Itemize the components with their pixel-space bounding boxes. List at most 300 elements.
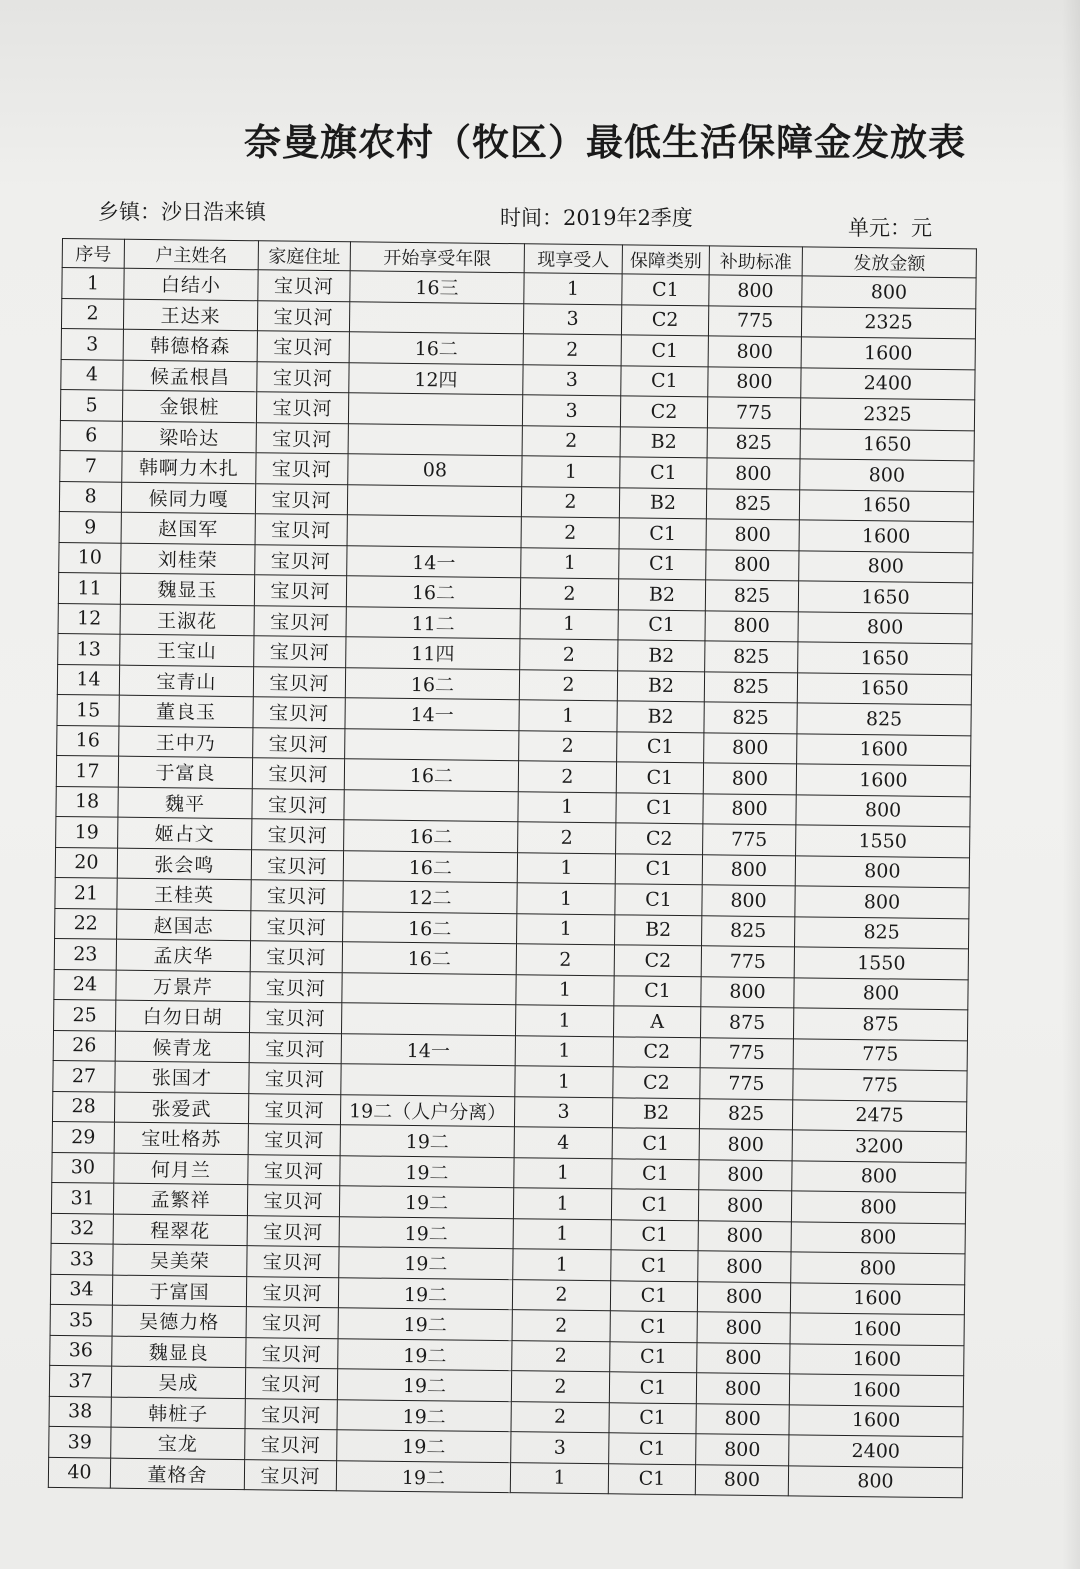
cell-persons: 1	[516, 974, 614, 1006]
cell-amount: 1600	[797, 733, 971, 765]
cell-persons: 1	[513, 1218, 611, 1250]
cell-start: 16三	[350, 271, 524, 303]
cell-standard: 775	[703, 824, 796, 856]
cell-category: C1	[611, 1189, 698, 1220]
cell-standard: 800	[707, 458, 800, 490]
cell-category: C2	[613, 1036, 700, 1067]
cell-persons: 2	[511, 1371, 609, 1403]
cell-standard: 800	[698, 1251, 791, 1283]
cell-address: 宝贝河	[251, 849, 343, 881]
cell-category: C1	[612, 1128, 699, 1159]
cell-address: 宝贝河	[254, 575, 346, 607]
cell-standard: 800	[697, 1281, 790, 1313]
cell-standard: 800	[708, 336, 801, 368]
cell-name: 赵国志	[117, 909, 251, 941]
cell-index: 3	[61, 328, 123, 359]
cell-index: 25	[54, 999, 116, 1030]
cell-category: B2	[619, 487, 706, 518]
cell-index: 32	[51, 1213, 113, 1244]
cell-address: 宝贝河	[253, 697, 345, 729]
cell-name: 姬占文	[118, 817, 252, 849]
cell-address: 宝贝河	[248, 1154, 340, 1186]
cell-standard: 800	[701, 976, 794, 1008]
cell-start: 16二	[342, 942, 516, 974]
cell-amount: 800	[798, 611, 972, 643]
cell-amount: 1550	[794, 947, 968, 979]
cell-amount: 2475	[792, 1099, 966, 1131]
cell-start: 19二	[336, 1460, 510, 1492]
cell-category: C1	[608, 1463, 695, 1494]
cell-standard: 775	[707, 397, 800, 429]
cell-amount: 1600	[796, 764, 970, 796]
cell-name: 王达来	[123, 299, 257, 331]
cell-standard: 775	[701, 946, 794, 978]
cell-start: 19二	[338, 1308, 512, 1340]
cell-start	[349, 301, 523, 333]
cell-category: C1	[609, 1402, 696, 1433]
header-persons: 现享受人	[524, 244, 622, 274]
cell-persons: 2	[520, 639, 618, 671]
cell-start	[347, 484, 521, 516]
cell-name: 王桂英	[117, 878, 251, 910]
header-category: 保障类别	[622, 245, 709, 275]
cell-standard: 800	[705, 610, 798, 642]
cell-amount: 2325	[800, 398, 974, 430]
cell-amount: 1600	[790, 1343, 964, 1375]
cell-name: 赵国军	[121, 512, 255, 544]
cell-index: 6	[60, 420, 122, 451]
cell-persons: 1	[519, 700, 617, 732]
cell-standard: 800	[702, 854, 795, 886]
cell-persons: 2	[518, 761, 616, 793]
cell-category: C1	[622, 274, 709, 305]
cell-amount: 875	[793, 1008, 967, 1040]
cell-start	[347, 515, 521, 547]
cell-amount: 800	[795, 886, 969, 918]
cell-name: 宝龙	[111, 1427, 245, 1459]
cell-start: 16二	[345, 667, 519, 699]
cell-standard: 800	[706, 519, 799, 551]
cell-amount: 1600	[789, 1404, 963, 1436]
cell-index: 2	[61, 298, 123, 329]
cell-standard: 775	[700, 1037, 793, 1069]
cell-index: 14	[57, 664, 119, 695]
cell-name: 万景芹	[116, 970, 250, 1002]
cell-address: 宝贝河	[256, 422, 348, 454]
cell-name: 金银桩	[122, 390, 256, 422]
cell-start: 14一	[341, 1033, 515, 1065]
cell-category: B2	[617, 670, 704, 701]
cell-name: 候同力嘎	[121, 482, 255, 514]
cell-address: 宝贝河	[253, 727, 345, 759]
cell-address: 宝贝河	[246, 1337, 338, 1369]
cell-persons: 1	[517, 883, 615, 915]
cell-address: 宝贝河	[250, 941, 342, 973]
cell-index: 26	[53, 1030, 115, 1061]
cell-amount: 1650	[800, 428, 974, 460]
cell-name: 韩德格森	[123, 329, 257, 361]
cell-persons: 2	[512, 1310, 610, 1342]
cell-address: 宝贝河	[247, 1185, 339, 1217]
cell-start: 14一	[347, 545, 521, 577]
cell-index: 13	[58, 633, 120, 664]
cell-persons: 2	[518, 822, 616, 854]
cell-amount: 1600	[790, 1313, 964, 1345]
cell-category: B2	[618, 579, 705, 610]
cell-persons: 1	[515, 1066, 613, 1098]
cell-standard: 800	[696, 1434, 789, 1466]
cell-amount: 1600	[801, 337, 975, 369]
cell-start: 19二	[339, 1186, 513, 1218]
cell-category: C1	[618, 609, 705, 640]
cell-address: 宝贝河	[245, 1398, 337, 1430]
cell-standard: 825	[699, 1098, 792, 1130]
cell-start: 14一	[345, 698, 519, 730]
cell-address: 宝贝河	[253, 666, 345, 698]
document-title: 奈曼旗农村（牧区）最低生活保障金发放表	[244, 120, 966, 164]
cell-persons: 1	[524, 273, 622, 305]
cell-index: 36	[50, 1335, 112, 1366]
cell-start: 12二	[343, 881, 517, 913]
cell-name: 魏显良	[112, 1336, 246, 1368]
cell-amount: 1650	[799, 489, 973, 521]
cell-amount: 2400	[789, 1435, 963, 1467]
cell-persons: 2	[512, 1340, 610, 1372]
cell-category: C1	[616, 792, 703, 823]
cell-index: 22	[55, 908, 117, 939]
cell-address: 宝贝河	[257, 300, 349, 332]
cell-name: 刘桂荣	[121, 543, 255, 575]
cell-standard: 875	[700, 1007, 793, 1039]
cell-name: 于富国	[112, 1275, 246, 1307]
cell-address: 宝贝河	[252, 758, 344, 790]
cell-category: C1	[615, 853, 702, 884]
cell-standard: 800	[697, 1312, 790, 1344]
cell-name: 孟繁祥	[113, 1183, 247, 1215]
cell-category: C2	[613, 1067, 700, 1098]
page-edge-shadow	[1062, 0, 1080, 1569]
cell-amount: 800	[802, 276, 976, 308]
cell-start: 19二	[339, 1247, 513, 1279]
cell-index: 27	[53, 1060, 115, 1091]
cell-start: 11二	[346, 606, 520, 638]
cell-start	[348, 393, 522, 425]
header-start: 开始享受年限	[350, 242, 524, 273]
cell-start	[348, 423, 522, 455]
cell-address: 宝贝河	[244, 1459, 336, 1491]
town-label: 乡镇：沙日浩来镇	[98, 200, 266, 224]
cell-address: 宝贝河	[249, 1063, 341, 1095]
cell-amount: 1600	[789, 1374, 963, 1406]
cell-persons: 2	[512, 1279, 610, 1311]
cell-address: 宝贝河	[245, 1368, 337, 1400]
cell-persons: 4	[514, 1127, 612, 1159]
cell-amount: 775	[793, 1069, 967, 1101]
cell-category: C1	[620, 457, 707, 488]
cell-persons: 2	[522, 425, 620, 457]
cell-category: C1	[609, 1433, 696, 1464]
cell-category: C2	[616, 823, 703, 854]
cell-address: 宝贝河	[257, 331, 349, 363]
cell-address: 宝贝河	[248, 1093, 340, 1125]
cell-start: 19二	[339, 1216, 513, 1248]
cell-standard: 825	[704, 671, 797, 703]
cell-index: 34	[50, 1274, 112, 1305]
cell-amount: 1650	[797, 672, 971, 704]
cell-category: B2	[618, 640, 705, 671]
cell-address: 宝贝河	[257, 361, 349, 393]
cell-index: 18	[56, 786, 118, 817]
cell-index: 31	[51, 1182, 113, 1213]
cell-category: B2	[617, 701, 704, 732]
cell-standard: 825	[705, 580, 798, 612]
cell-persons: 1	[522, 456, 620, 488]
cell-persons: 2	[520, 578, 618, 610]
cell-index: 37	[49, 1365, 111, 1396]
cell-category: C1	[612, 1158, 699, 1189]
cell-index: 19	[56, 816, 118, 847]
cell-persons: 1	[514, 1157, 612, 1189]
cell-index: 24	[54, 969, 116, 1000]
cell-name: 候青龙	[115, 1031, 249, 1063]
header-standard: 补助标准	[709, 246, 802, 276]
cell-name: 何月兰	[114, 1153, 248, 1185]
cell-start: 16二	[343, 850, 517, 882]
cell-start: 19二（人户分离）	[340, 1094, 514, 1126]
cell-persons: 2	[519, 730, 617, 762]
cell-standard: 825	[702, 915, 795, 947]
cell-index: 16	[57, 725, 119, 756]
cell-index: 28	[52, 1091, 114, 1122]
cell-amount: 1650	[798, 581, 972, 613]
cell-amount: 800	[794, 977, 968, 1009]
cell-standard: 800	[695, 1464, 788, 1496]
cell-name: 王淑花	[120, 604, 254, 636]
cell-index: 12	[58, 603, 120, 634]
cell-category: C1	[615, 884, 702, 915]
header-amount: 发放金额	[802, 247, 976, 278]
cell-standard: 800	[709, 275, 802, 307]
cell-name: 吴德力格	[112, 1305, 246, 1337]
cell-persons: 1	[515, 1005, 613, 1037]
cell-standard: 800	[699, 1159, 792, 1191]
cell-name: 于富良	[118, 756, 252, 788]
cell-amount: 800	[791, 1191, 965, 1223]
cell-start: 19二	[340, 1125, 514, 1157]
cell-index: 30	[52, 1152, 114, 1183]
cell-category: C1	[614, 975, 701, 1006]
cell-start	[344, 789, 518, 821]
cell-index: 11	[58, 572, 120, 603]
cell-index: 8	[59, 481, 121, 512]
cell-name: 魏显玉	[120, 573, 254, 605]
cell-persons: 3	[511, 1432, 609, 1464]
cell-address: 宝贝河	[247, 1215, 339, 1247]
cell-category: C1	[610, 1280, 697, 1311]
cell-name: 董良玉	[119, 695, 253, 727]
cell-index: 15	[57, 694, 119, 725]
cell-index: 38	[49, 1396, 111, 1427]
cell-name: 韩桩子	[111, 1397, 245, 1429]
cell-address: 宝贝河	[246, 1276, 338, 1308]
cell-amount: 800	[788, 1465, 962, 1497]
cell-index: 10	[59, 542, 121, 573]
cell-name: 程翠花	[113, 1214, 247, 1246]
cell-start: 16二	[349, 332, 523, 364]
cell-standard: 800	[697, 1342, 790, 1374]
cell-persons: 2	[516, 944, 614, 976]
cell-start: 16二	[344, 820, 518, 852]
cell-amount: 2400	[801, 367, 975, 399]
cell-persons: 3	[514, 1096, 612, 1128]
cell-amount: 800	[791, 1221, 965, 1253]
table-body	[48, 268, 976, 1498]
cell-standard: 800	[702, 885, 795, 917]
cell-category: C1	[610, 1341, 697, 1372]
cell-standard: 800	[704, 732, 797, 764]
cell-address: 宝贝河	[255, 514, 347, 546]
cell-category: B2	[615, 914, 702, 945]
unit-label: 单元：元	[848, 216, 932, 240]
cell-name: 宝青山	[119, 665, 253, 697]
cell-index: 7	[60, 450, 122, 481]
cell-index: 35	[50, 1304, 112, 1335]
cell-start: 19二	[340, 1155, 514, 1187]
cell-start: 19二	[337, 1399, 511, 1431]
cell-amount: 800	[792, 1160, 966, 1192]
cell-index: 40	[48, 1457, 110, 1488]
cell-start: 16二	[343, 911, 517, 943]
cell-amount: 1550	[796, 825, 970, 857]
cell-index: 17	[56, 755, 118, 786]
cell-persons: 1	[520, 608, 618, 640]
cell-index: 5	[60, 389, 122, 420]
cell-category: C1	[616, 762, 703, 793]
cell-standard: 800	[698, 1190, 791, 1222]
period-label: 时间：2019年2季度	[500, 206, 693, 230]
cell-amount: 825	[797, 703, 971, 735]
cell-name: 张国才	[115, 1061, 249, 1093]
cell-name: 白结小	[124, 268, 258, 300]
cell-amount: 800	[800, 459, 974, 491]
cell-category: C1	[611, 1250, 698, 1281]
cell-persons: 1	[515, 1035, 613, 1067]
cell-address: 宝贝河	[258, 270, 350, 302]
cell-standard: 825	[706, 488, 799, 520]
cell-category: C2	[614, 945, 701, 976]
cell-standard: 775	[700, 1068, 793, 1100]
cell-standard: 775	[708, 305, 801, 337]
cell-index: 9	[59, 511, 121, 542]
cell-start: 19二	[337, 1430, 511, 1462]
cell-standard: 825	[704, 702, 797, 734]
cell-standard: 800	[696, 1403, 789, 1435]
cell-standard: 800	[699, 1129, 792, 1161]
cell-index: 4	[61, 359, 123, 390]
cell-address: 宝贝河	[250, 971, 342, 1003]
cell-amount: 3200	[792, 1130, 966, 1162]
cell-persons: 1	[521, 547, 619, 579]
cell-standard: 800	[698, 1220, 791, 1252]
cell-category: C1	[621, 335, 708, 366]
cell-start: 16二	[346, 576, 520, 608]
cell-address: 宝贝河	[255, 544, 347, 576]
cell-category: B2	[620, 426, 707, 457]
header-address: 家庭住址	[258, 241, 350, 271]
cell-start: 08	[348, 454, 522, 486]
cell-persons: 1	[510, 1462, 608, 1494]
cell-start: 12四	[349, 362, 523, 394]
cell-index: 39	[49, 1426, 111, 1457]
cell-address: 宝贝河	[251, 910, 343, 942]
cell-amount: 800	[799, 550, 973, 582]
cell-address: 宝贝河	[256, 392, 348, 424]
cell-start: 19二	[338, 1338, 512, 1370]
cell-name: 董格舍	[110, 1458, 244, 1490]
cell-persons: 2	[521, 517, 619, 549]
cell-category: A	[613, 1006, 700, 1037]
cell-category: C1	[621, 365, 708, 396]
cell-address: 宝贝河	[256, 453, 348, 485]
cell-address: 宝贝河	[252, 788, 344, 820]
cell-persons: 1	[513, 1188, 611, 1220]
cell-standard: 800	[703, 793, 796, 825]
cell-category: C1	[617, 731, 704, 762]
cell-amount: 2325	[801, 306, 975, 338]
cell-amount: 1600	[799, 520, 973, 552]
cell-amount: 1600	[790, 1282, 964, 1314]
cell-address: 宝贝河	[245, 1429, 337, 1461]
cell-persons: 2	[523, 334, 621, 366]
cell-amount: 800	[796, 794, 970, 826]
cell-address: 宝贝河	[252, 819, 344, 851]
cell-start: 19二	[338, 1277, 512, 1309]
cell-persons: 2	[521, 486, 619, 518]
cell-address: 宝贝河	[254, 636, 346, 668]
cell-standard: 800	[696, 1373, 789, 1405]
cell-name: 宝吐格苏	[114, 1122, 248, 1154]
cell-index: 29	[52, 1121, 114, 1152]
cell-persons: 1	[518, 791, 616, 823]
cell-start: 16二	[344, 759, 518, 791]
cell-name: 王中乃	[119, 726, 253, 758]
cell-start	[345, 728, 519, 760]
header-name: 户主姓名	[124, 239, 258, 270]
cell-persons: 3	[522, 395, 620, 427]
cell-persons: 1	[517, 913, 615, 945]
cell-name: 白勿日胡	[116, 1000, 250, 1032]
cell-start: 19二	[337, 1369, 511, 1401]
cell-persons: 3	[523, 364, 621, 396]
cell-name: 吴美荣	[113, 1244, 247, 1276]
cell-amount: 775	[793, 1038, 967, 1070]
cell-name: 候孟根昌	[123, 360, 257, 392]
cell-start: 11四	[346, 637, 520, 669]
cell-standard: 800	[706, 549, 799, 581]
cell-address: 宝贝河	[250, 1002, 342, 1034]
cell-index: 33	[51, 1243, 113, 1274]
cell-address: 宝贝河	[255, 483, 347, 515]
cell-name: 梁哈达	[122, 421, 256, 453]
cell-category: C2	[620, 396, 707, 427]
allowance-table	[48, 238, 977, 1498]
cell-category: C1	[609, 1372, 696, 1403]
cell-name: 吴成	[111, 1366, 245, 1398]
cell-address: 宝贝河	[249, 1032, 341, 1064]
cell-category: C1	[619, 518, 706, 549]
cell-address: 宝贝河	[247, 1246, 339, 1278]
cell-index: 20	[55, 847, 117, 878]
